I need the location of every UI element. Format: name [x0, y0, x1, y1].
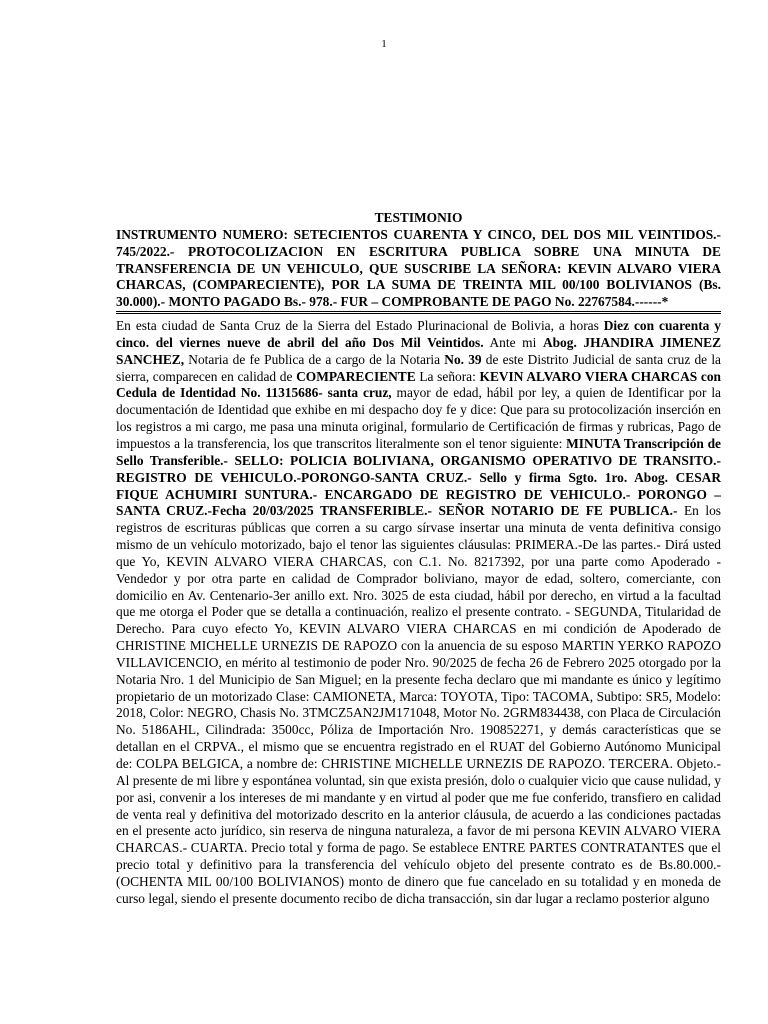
- body-text-district: de este Distrito Judicial de santa cruz de la sierra, comparecen en calidad de: [116, 351, 721, 384]
- document-content: [116, 210, 721, 908]
- body-notary-number: No. 39: [444, 351, 482, 367]
- page-number: 1: [381, 38, 387, 50]
- body-text-ante: Ante mi: [483, 334, 543, 350]
- body-text-intro: En esta ciudad de Santa Cruz de la Sierra del Estado Plurinacional de Bolivia, a horas: [116, 318, 604, 334]
- body-party-identity: KEVIN ALVARO VIERA CHARCAS con Cedula de Identidad No. 11315686- santa cruz,: [116, 368, 721, 401]
- body-text-identification: mayor de edad, hábil por ley, a quien de Identificar por la documentación de Identidad que exhibe en mi despacho doy fe y dice: Que para su protocolización inserción en los registros a mi cargo, me pasa una minuta original, formulario de Certificación de firmas y rubricas, Pago de impuestos a la transferencia, los que transcritos literalmente son el tenor siguiente:: [116, 385, 721, 451]
- body-comparecer: COMPARECIENTE: [296, 368, 416, 384]
- body-text-notary: Notaria de fe Publica de a cargo de la Notaria: [184, 351, 445, 367]
- body-text-clauses: En los registros de escrituras públicas que corren a su cargo sírvase insertar una minuta de venta definitiva consigo mismo de un vehículo motorizado, bajo el tenor las siguientes cláusulas: PRIMERA.-De las partes.- Dirá usted que Yo, KEVIN ALVARO VIERA CHARCAS, con C.1. No. 8217392, por una parte como Apoderado - Vendedor y por otra parte en calidad de Comprador boliviano, mayor de edad, soltero, comerciante, con domicilio en Av. Centenario-3er anillo ext. Nro. 3025 de esta ciudad, hábil por derecho, en virtud a la facultad que me otorga el Poder que se detalla a continuación, realizo el presente contrato. - SEGUNDA, Titularidad de Derecho. Para cuyo efecto Yo, KEVIN ALVARO VIERA CHARCAS en mi condición de Apoderado de CHRISTINE MICHELLE URNEZIS DE RAPOZO con la anuencia de su esposo MARTIN YERKO RAPOZO VILLAVICENCIO, en mérito al testimonio de poder Nro. 90/2025 de fecha 26 de Febrero 2025 otorgado por la Notaria Nro. 1 del Municipio de San Miguel; en la presente fecha declaro que mi mandante es único y legítimo propietario de un motorizado Clase: CAMIONETA, Marca: TOYOTA, Tipo: TACOMA, Subtipo: SR5, Modelo: 2018, Color: NEGRO, Chasis No. 3TMCZ5AN2JM171048, Motor No. 2GRM834438, con Placa de Circulación No. 5186AHL, Cilindrada: 3500cc, Póliza de Importación Nro. 190852271, y demás características que se detallan en el CRPVA., el mismo que se encuentra registrado en el RUAT del Gobierno Autónomo Municipal de: COLPA BELGICA, a nombre de: CHRISTINE MICHELLE URNEZIS DE RAPOZO. TERCERA. Objeto.- Al presente de mi libre y espontánea voluntad, sin que exista presión, dolo o cualquier vicio que cause nulidad, y por asi, convenir a los intereses de mi mandante y en virtud al poder que me fue conferido, transfiero en calidad de venta real y definitiva del motorizado descrito en la anterior cláusula, de acuerdo a las condiciones pactadas en el presente acto jurídico, sin reserva de ninguna naturaleza, a favor de mi persona KEVIN ALVARO VIERA CHARCAS.- CUARTA. Precio total y forma de pago. Se establece ENTRE PARTES CONTRATANTES que el precio total y definitivo para la transferencia del vehículo objeto del presente contrato es de Bs.80.000.- (OCHENTA MIL 00/100 BOLIVIANOS) monto de dinero que fue cancelado en su totalidad y en moneda de curso legal, siendo el presente documento recibo de dicha transacción, sin dar lugar a reclamo posterior alguno: [116, 503, 721, 906]
- body-text-senora: La señora:: [415, 368, 480, 384]
- document-title: TESTIMONIO: [374, 210, 463, 225]
- body-paragraph: [116, 318, 721, 908]
- separator-rule: [116, 311, 721, 317]
- body-notary-name: Abog. JHANDIRA JIMENEZ SANCHEZ,: [116, 334, 721, 367]
- body-minuta-seal: MINUTA Transcripción de Sello Transferible.- SELLO: POLICIA BOLIVIANA, ORGANISMO OPERATIVO DE TRANSITO.- REGISTRO DE VEHICULO.-PORONGO-SANTA CRUZ.- Sello y firma Sgto. 1ro. Abog. CESAR FIQUE ACHUMIRI SUNTURA.- ENCARGADO DE REGISTRO DE VEHICULO.- PORONGO –SANTA CRUZ.-Fecha 20/03/2025 TRANSFERIBLE.- SEÑOR NOTARIO DE FE PUBLICA.-: [116, 435, 721, 519]
- body-time-date: Diez con cuarenta y cinco. del viernes nueve de abril del año Dos Mil Veintidos.: [116, 318, 721, 350]
- instrument-heading: INSTRUMENTO NUMERO: SETECIENTOS CUARENTA Y CINCO, DEL DOS MIL VEINTIDOS.- 745/2022.- PROTOCOLIZACION EN ESCRITURA PUBLICA SOBRE UNA MINUTA DE TRANSFERENCIA DE UN VEHICULO, QUE SUSCRIBE LA SEÑORA: KEVIN ALVARO VIERA CHARCAS, (COMPARECIENTE), POR LA SUMA DE TREINTA MIL 00/100 BOLIVIANOS (Bs. 30.000).- MONTO PAGADO Bs.- 978.- FUR – COMPROBANTE DE PAGO No. 22767584.------*: [116, 226, 721, 310]
